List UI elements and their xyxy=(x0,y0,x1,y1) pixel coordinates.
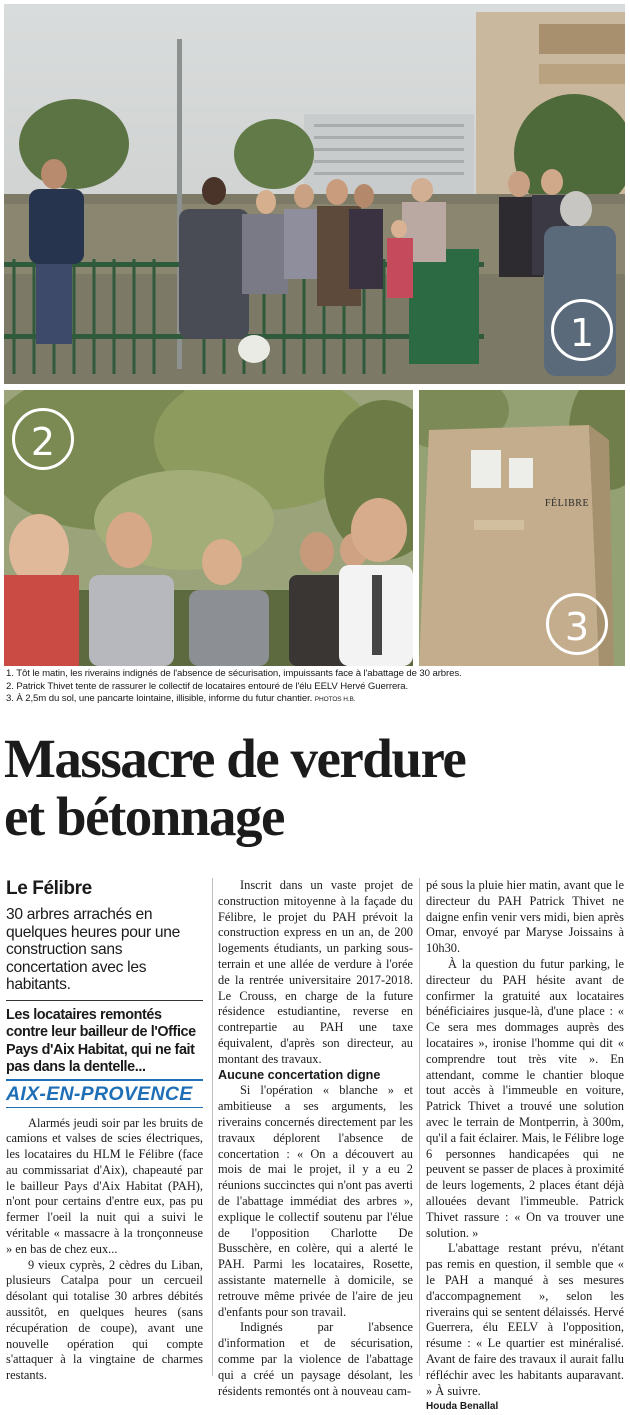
divider xyxy=(6,1000,203,1001)
photo-number-badge-2: 2 xyxy=(12,408,74,470)
subheading: Aucune concertation digne xyxy=(218,1067,381,1082)
paragraph: Indignés par l'absence d'information et de sécurisation, comme par la violence de l'abattage qui a créé un paysage désolant, les résidents remontés ont à nouveau cam- xyxy=(218,1320,413,1398)
column-3 xyxy=(426,878,624,1415)
photo-captions xyxy=(6,668,624,707)
building-name-sign: FÉLIBRE xyxy=(545,498,590,509)
lead: 30 arbres arrachés en quelques heures pour une construction sans concertation avec les habitants. xyxy=(6,906,181,993)
paragraph: Si l'opération « blanche » et ambitieuse a ses arguments, les riverains concernés directement par les travaux déplorent l'absence de concertation : « On a découvert au mois de mai le projet, il y a eu 2 réunions succinctes qui n'ont pas averti de l'abattage immédiat des arbres », explique le collectif soutenu par l'élue de l'opposition Charlotte De Busschère, en colère, qui a alerté le PAH. Parmi les locataires, Rosette, assistante maternelle à domicile, se retrouve même privée de l'aire de jeu d'enfants pour son travail. xyxy=(218,1083,413,1319)
caption-3: 3. À 2,5m du sol, une pancarte lointaine, illisible, informe du futur chantier. PHOTOS H.B. xyxy=(6,693,356,705)
paragraph: pé sous la pluie hier matin, avant que le directeur du PAH Patrick Thivet ne daigne enfin venir vers midi, bien après Omar, envoyé par Maryse Joissains à 10h30. xyxy=(426,878,624,956)
caption-1: 1. Tôt le matin, les riverains indignés de l'absence de sécurisation, impuissants face à l'abattage de 30 arbres. xyxy=(6,668,462,679)
paragraph: L'abattage restant prévu, n'étant pas remis en question, il semble que « le PAH a manqué à ses mesures d'accompagnement », selon les riverains qui se sentent délaissés. Hervé Guerrera, élu EELV à l'opposition, résume : « Le quartier est minéralisé. Avant de faire des travaux il aurait fallu réfléchir avec les habitants auparavant. » À suivre. xyxy=(426,1241,624,1398)
column-separator xyxy=(212,878,213,1376)
byline: Houda Benallal xyxy=(426,1401,499,1413)
headline-line-2: et bétonnage xyxy=(4,786,284,847)
photo-residents-fence xyxy=(4,4,625,384)
photo-number-badge-3: 3 xyxy=(546,593,608,655)
paragraph: À la question du futur parking, le directeur du PAH hésite avant de confirmer la gratuité aux locataires bénéficiaires jusque-là, d'une place : « Ce sera mes dommages auprès des locataires », ironise l'homme qui dit « comprendre tout très vite ». En attendant, comme le chantier bloque tout accès à l'immeuble en voiture, Patrick Thivet a trouvé une solution avec le terrain de Montperrin, à 300m, qu'il a fait éclairer. Mais, le Félibre loge 6 personnes handicapées qui ne peuvent se passer de places à proximité de leurs logements, 2 places étant déjà allouées devant l'immeuble. Patrick Thivet rassure : « On va trouver une solution. » xyxy=(426,956,625,1240)
sublead: Les locataires remontés contre leur bailleur de l'Office Pays d'Aix Habitat, qui ne fait pas dans la dentelle... xyxy=(6,1006,196,1075)
headline xyxy=(4,730,624,846)
photo-director-with-tenants xyxy=(4,390,413,666)
column-1 xyxy=(6,878,203,1384)
photo-credit: PHOTOS H.B. xyxy=(314,696,356,704)
column-separator xyxy=(419,878,420,1376)
kicker: Le Félibre xyxy=(6,878,92,899)
paragraph: Inscrit dans un vaste projet de construction mitoyenne à la façade du Félibre, le projet du PAH prévoit la construction express en un an, de 200 logements étudiants, un parking sous-terrain et une allée de verdure à l'orée de la rentrée universitaire 2017-2018. Le Crouss, en charge de la future résidence estudiantine, reverse en contrepartie au PAH une taxe équivalent, d'après son directeur, au montant des travaux. xyxy=(218,878,413,1066)
paragraph: 9 vieux cyprès, 2 cèdres du Liban, plusieurs Catalpa pour un cercueil désolant qui totalise 30 arbres débités aussitôt, en quelques heures (sans récupération de coupe), avant une nouvelle opération qui compte s'attaquer à la vingtaine de charmes restants. xyxy=(6,1257,203,1383)
caption-2: 2. Patrick Thivet tente de rassurer le collectif de locataires entouré de l'élu EELV Hervé Guerrera. xyxy=(6,680,409,692)
headline-line-1: Massacre de verdure xyxy=(4,728,466,789)
photo-building-sign xyxy=(419,390,625,666)
photo-number-badge-1: 1 xyxy=(551,299,613,361)
paragraph: Alarmés jeudi soir par les bruits de camions et valses de scies électriques, les locataires du HLM le Félibre (face au commissariat d'Aix), chapeauté par le bailleur Pays d'Aix Habitat (PAH), n'ont pour certains d'entre eux, pas pu fermer l'oeil la nuit qui a suivi le véritable « massacre à la tronçonneuse » en bas de chez eux... xyxy=(6,1115,203,1256)
column-2 xyxy=(218,878,413,1399)
dateline-place: AIX-EN-PROVENCE xyxy=(6,1079,203,1108)
